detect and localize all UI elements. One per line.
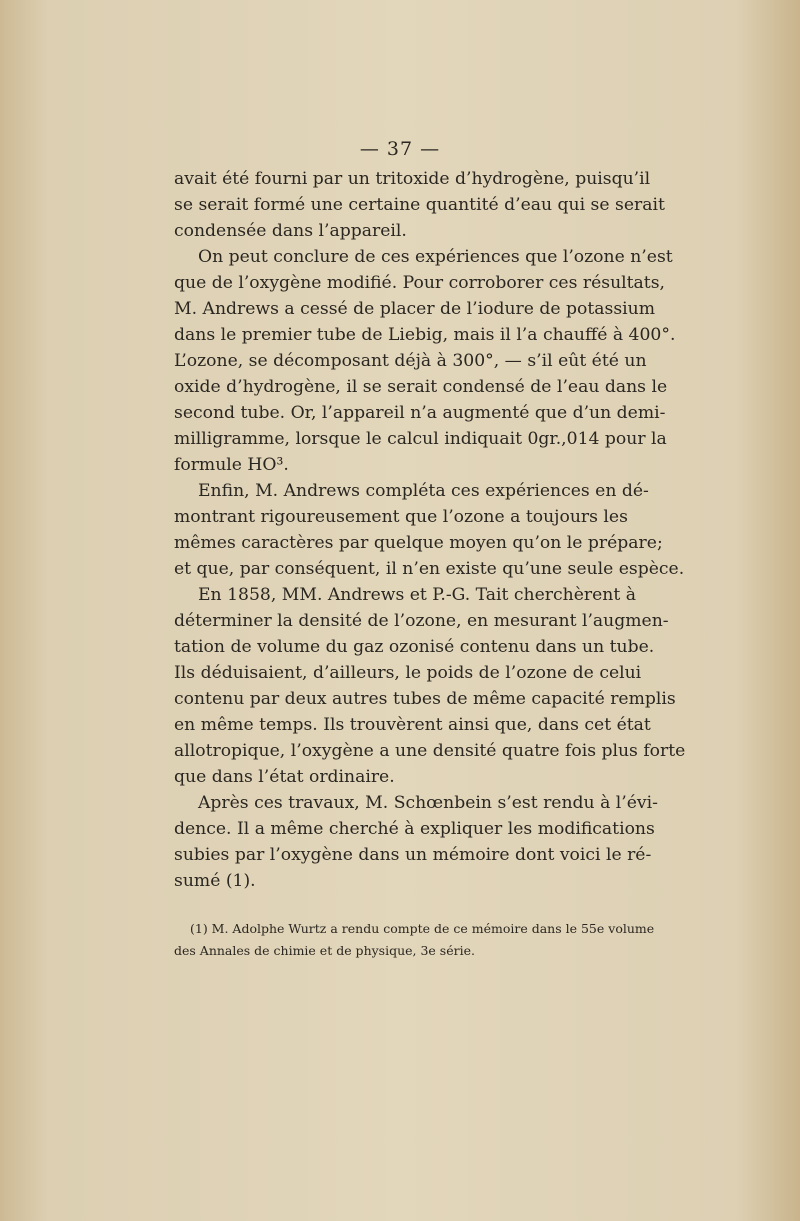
text-line: allotropique, l’oxygène a une densité quatre fois plus forte: [174, 741, 686, 761]
body-text: [174, 166, 686, 894]
text-line: déterminer la densité de l’ozone, en mesurant l’augmen-: [174, 611, 669, 631]
text-line: et que, par conséquent, il n’en existe qu’une seule espèce.: [174, 559, 685, 579]
text-line: montrant rigoureusement que l’ozone a toujours les: [174, 507, 628, 527]
text-line: dence. Il a même cherché à expliquer les modifications: [174, 819, 655, 839]
text-line: tation de volume du gaz ozonisé contenu dans un tube.: [174, 637, 655, 657]
text-line: que dans l’état ordinaire.: [174, 767, 395, 787]
text-line: en même temps. Ils trouvèrent ainsi que, dans cet état: [174, 715, 651, 735]
text-line: sumé (1).: [174, 871, 256, 891]
text-line: Après ces travaux, M. Schœnbein s’est rendu à l’évi-: [198, 793, 658, 813]
text-line: En 1858, MM. Andrews et P.-G. Tait cherchèrent à: [198, 585, 636, 605]
text-line: Ils déduisaient, d’ailleurs, le poids de l’ozone de celui: [174, 663, 642, 683]
text-line: se serait formé une certaine quantité d’eau qui se serait: [174, 195, 665, 215]
text-line: second tube. Or, l’appareil n’a augmenté que d’un demi-: [174, 403, 666, 423]
text-line: que de l’oxygène modifié. Pour corroborer ces résultats,: [174, 273, 665, 293]
text-line: formule HO³.: [174, 455, 289, 475]
text-line: L’ozone, se décomposant déjà à 300°, — s’il eût été un: [174, 351, 647, 371]
text-line: subies par l’oxygène dans un mémoire dont voici le ré-: [174, 845, 652, 865]
text-line: dans le premier tube de Liebig, mais il l’a chauffé à 400°.: [174, 325, 676, 345]
text-line: avait été fourni par un tritoxide d’hydrogène, puisqu’il: [174, 169, 651, 189]
footnote-line: (1) M. Adolphe Wurtz a rendu compte de ce mémoire dans le 55e volume: [190, 921, 655, 936]
text-line: Enfin, M. Andrews compléta ces expériences en dé-: [198, 481, 649, 501]
text-line: M. Andrews a cessé de placer de l’iodure de potassium: [174, 299, 656, 319]
footnote: [174, 918, 655, 962]
text-line: condensée dans l’appareil.: [174, 221, 407, 241]
page-number: — 37 —: [359, 138, 441, 160]
text-line: On peut conclure de ces expériences que l’ozone n’est: [198, 247, 673, 267]
footnote-line: des Annales de chimie et de physique, 3e série.: [174, 943, 475, 958]
text-line: oxide d’hydrogène, il se serait condensé de l’eau dans le: [174, 377, 668, 397]
text-line: contenu par deux autres tubes de même capacité remplis: [174, 689, 676, 709]
text-line: mêmes caractères par quelque moyen qu’on le prépare;: [174, 533, 663, 553]
text-line: milligramme, lorsque le calcul indiquait 0gr.,014 pour la: [174, 429, 667, 449]
